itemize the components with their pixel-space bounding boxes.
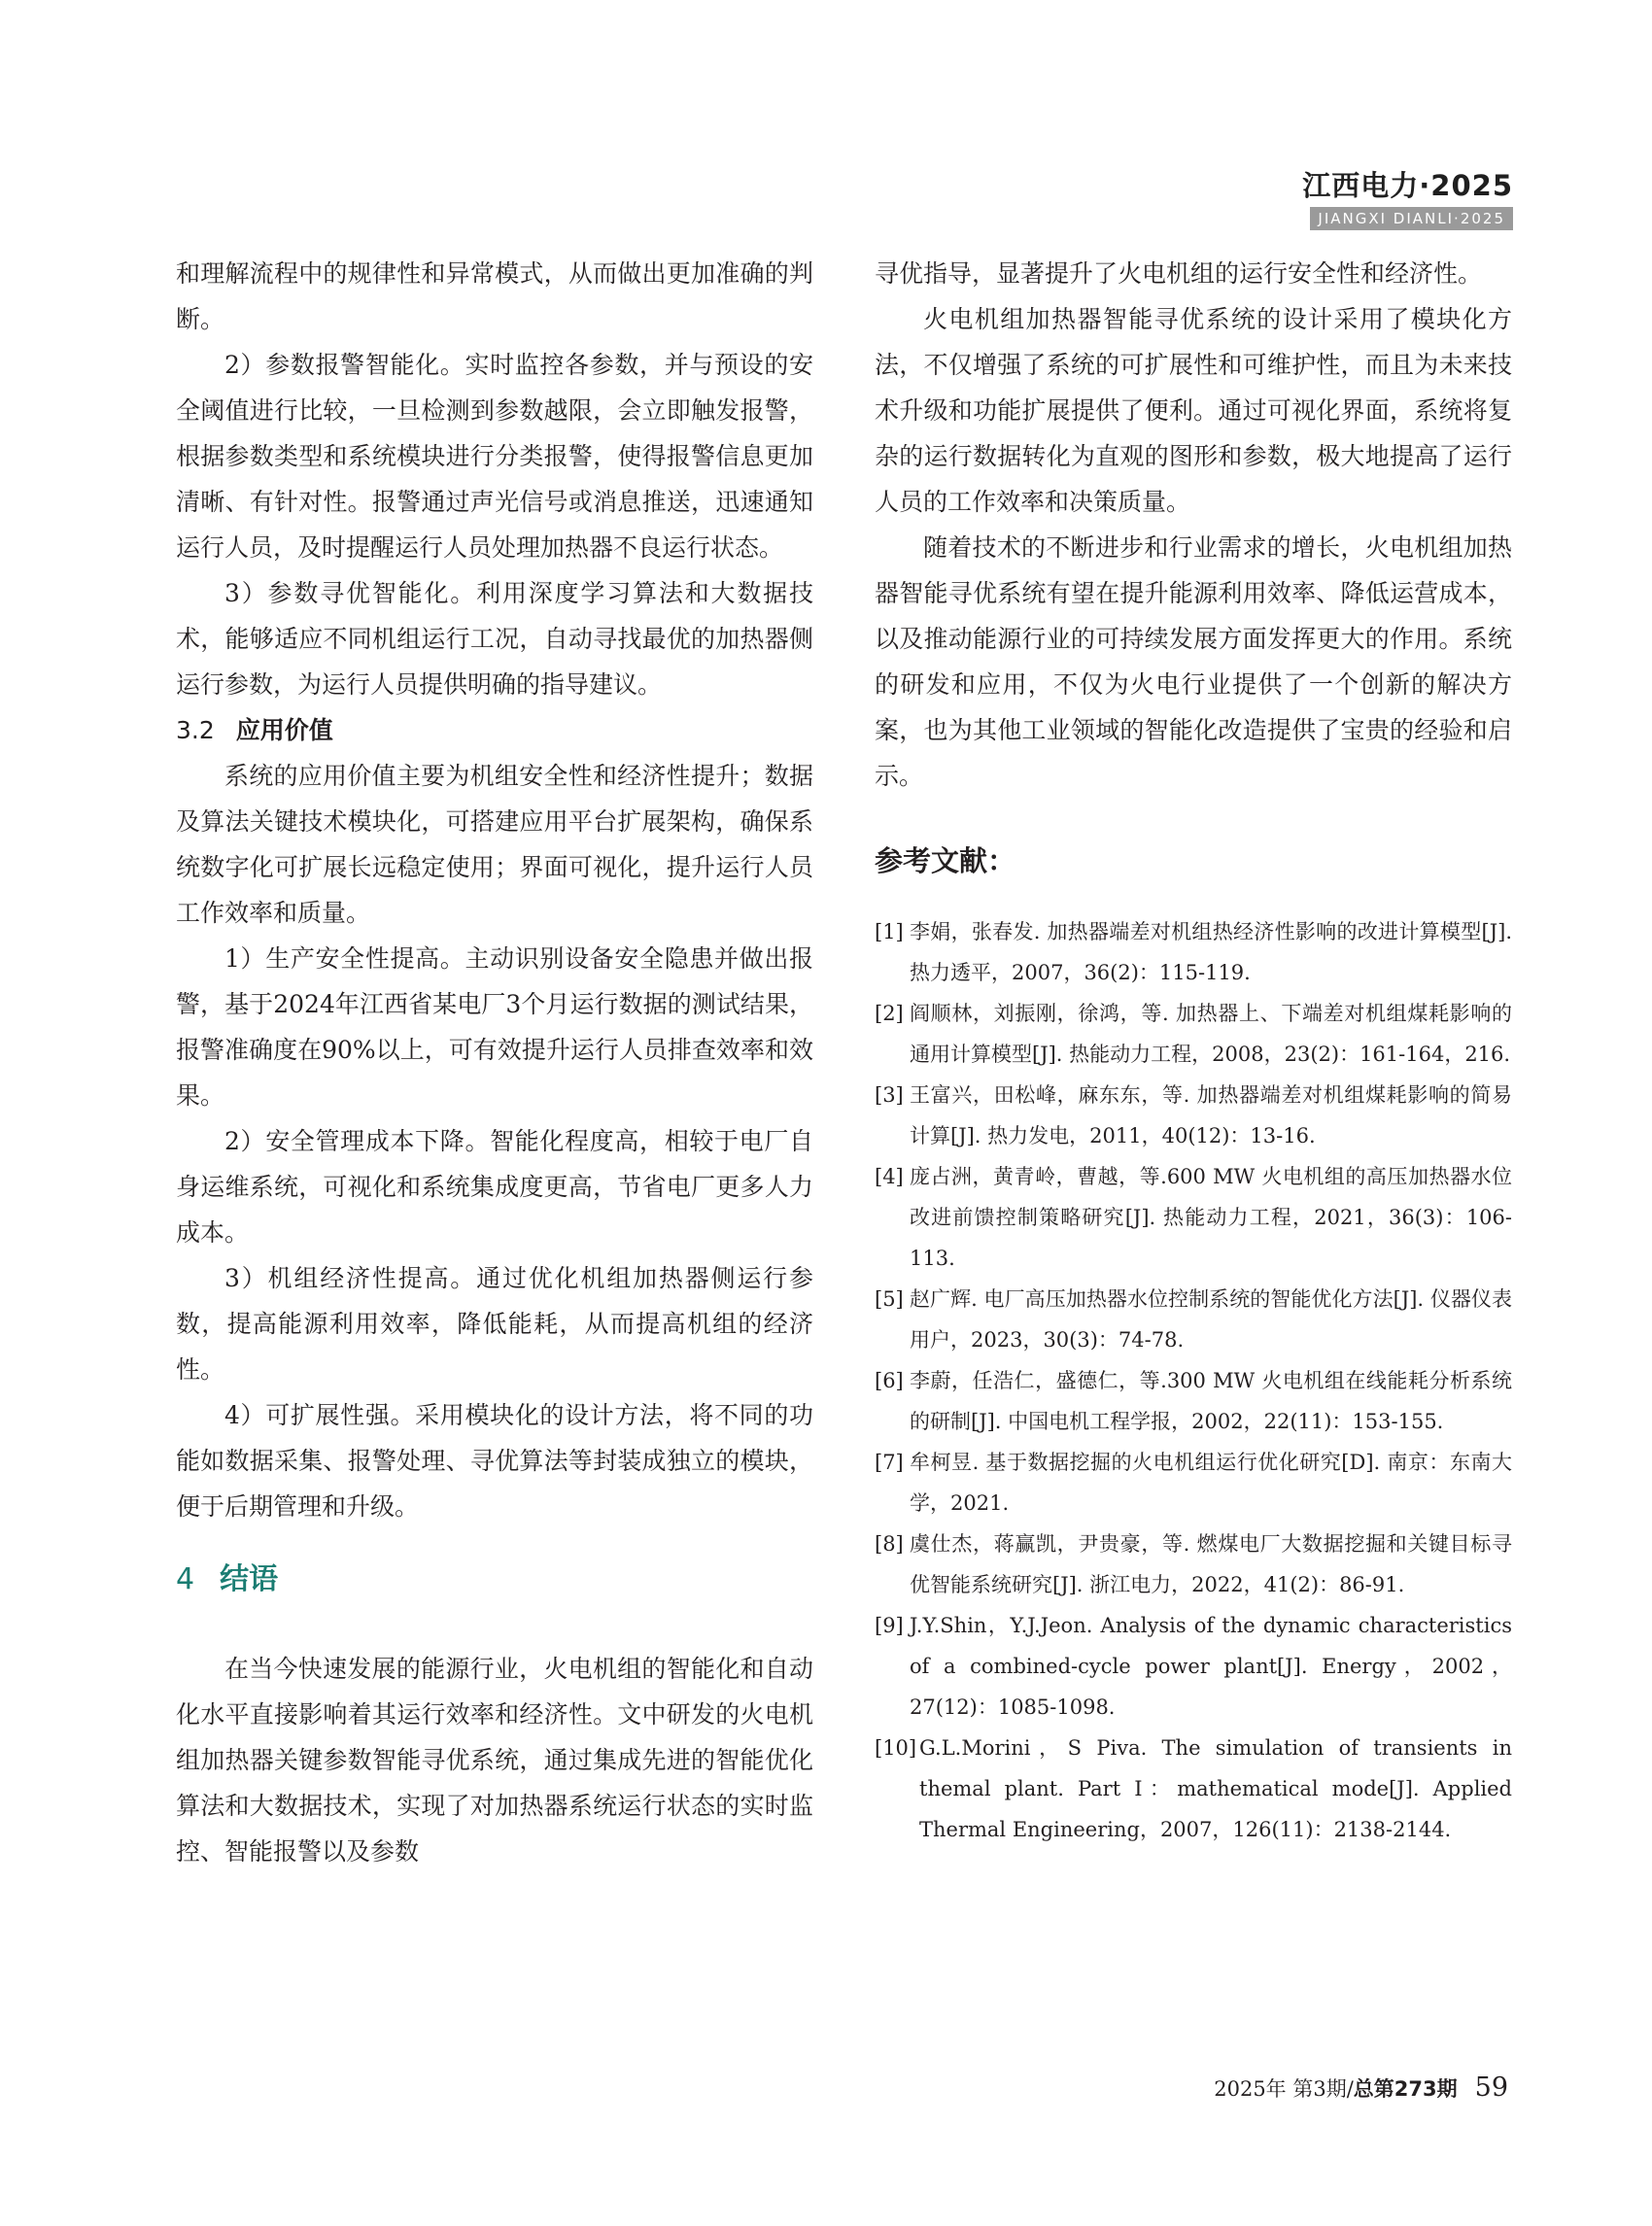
reference-text: 阎顺林，刘振刚，徐鸿，等. 加热器上、下端差对机组煤耗影响的通用计算模型[J]. 热能动力工程，2008，23(2)：161-164，216. bbox=[910, 1002, 1512, 1066]
issue-info: 2025年 第3期/ bbox=[1214, 2077, 1354, 2101]
paragraph: 火电机组加热器智能寻优系统的设计采用了模块化方法，不仅增强了系统的可扩展性和可维护性，而且为未来技术升级和功能扩展提供了便利。通过可视化界面，系统将复杂的运行数据转化为直观的图形和参数，极大地提高了运行人员的工作效率和决策质量。 bbox=[875, 305, 1512, 516]
reference-number: [1] bbox=[875, 920, 904, 943]
reference-number: [7] bbox=[875, 1451, 904, 1474]
reference-number: [6] bbox=[875, 1369, 904, 1392]
reference-text: 赵广辉. 电厂高压加热器水位控制系统的智能优化方法[J]. 仪器仪表用户，2023，30(3)：74-78. bbox=[910, 1287, 1512, 1352]
reference-number: [10] bbox=[875, 1736, 917, 1760]
section-heading-3-2 bbox=[176, 707, 813, 753]
paragraph: 1）生产安全性提高。主动识别设备安全隐患并做出报警，基于2024年江西省某电厂3个月运行数据的测试结果，报警准确度在90%以上，可有效提升运行人员排查效率和效果。 bbox=[176, 944, 813, 1110]
paragraph: 3）参数寻优智能化。利用深度学习算法和大数据技术，能够适应不同机组运行工况，自动寻找最优的加热器侧运行参数，为运行人员提供明确的指导建议。 bbox=[176, 579, 813, 699]
reference-text: 王富兴，田松峰，麻东东，等. 加热器端差对机组煤耗影响的简易计算[J]. 热力发电，2011，40(12)：13-16. bbox=[910, 1083, 1512, 1147]
left-column bbox=[176, 251, 813, 1874]
journal-masthead bbox=[1302, 168, 1513, 230]
paragraph: 系统的应用价值主要为机组安全性和经济性提升；数据及算法关键技术模块化，可搭建应用平台扩展架构，确保系统数字化可扩展长远稳定使用；界面可视化，提升运行人员工作效率和质量。 bbox=[176, 762, 813, 927]
reference-number: [4] bbox=[875, 1165, 904, 1188]
reference-item bbox=[875, 1442, 1512, 1524]
reference-number: [3] bbox=[875, 1083, 904, 1107]
reference-item bbox=[875, 1605, 1512, 1728]
paragraph: 寻优指导，显著提升了火电机组的运行安全性和经济性。 bbox=[875, 259, 1483, 288]
reference-item bbox=[875, 1156, 1512, 1279]
page-number: 59 bbox=[1474, 2072, 1508, 2103]
reference-number: [8] bbox=[875, 1532, 904, 1556]
journal-subtitle: JIANGXI DIANLI·2025 bbox=[1310, 207, 1513, 230]
reference-text: 虞仕杰，蒋赢凯，尹贵豪，等. 燃煤电厂大数据挖掘和关键目标寻优智能系统研究[J]. 浙江电力，2022，41(2)：86-91. bbox=[910, 1532, 1512, 1596]
reference-text: 牟柯昱. 基于数据挖掘的火电机组运行优化研究[D]. 南京：东南大学，2021. bbox=[910, 1451, 1512, 1515]
reference-text: G.L.Morini，S Piva. The simulation of transients in themal plant. Part I：mathematical mode[J]. Applied Thermal Engineering，2007，126(11)：2138-2144. bbox=[919, 1736, 1512, 1841]
reference-number: [5] bbox=[875, 1287, 904, 1311]
reference-item bbox=[875, 1075, 1512, 1156]
paragraph: 2）安全管理成本下降。智能化程度高，相较于电厂自身运维系统，可视化和系统集成度更高，节省电厂更多人力成本。 bbox=[176, 1127, 813, 1247]
section-title: 应用价值 bbox=[235, 716, 333, 744]
reference-item bbox=[875, 911, 1512, 993]
reference-text: J.Y.Shin，Y.J.Jeon. Analysis of the dynamic characteristics of a combined-cycle power plant[J]. Energy，2002，27(12)：1085-1098. bbox=[910, 1614, 1512, 1719]
journal-title: 江西电力·2025 bbox=[1302, 169, 1513, 202]
reference-item bbox=[875, 1279, 1512, 1360]
section-number: 3.2 bbox=[176, 716, 215, 744]
paragraph: 3）机组经济性提高。通过优化机组加热器侧运行参数，提高能源利用效率，降低能耗，从而提高机组的经济性。 bbox=[176, 1264, 813, 1384]
paragraph: 和理解流程中的规律性和异常模式，从而做出更加准确的判断。 bbox=[176, 259, 813, 333]
reference-text: 庞占洲，黄青岭，曹越，等.600 MW 火电机组的高压加热器水位改进前馈控制策略研究[J]. 热能动力工程，2021，36(3)：106-113. bbox=[910, 1165, 1512, 1270]
references-heading: 参考文献： bbox=[875, 844, 1016, 877]
paragraph: 在当今快速发展的能源行业，火电机组的智能化和自动化水平直接影响着其运行效率和经济性。文中研发的火电机组加热器关键参数智能寻优系统，通过集成先进的智能优化算法和大数据技术，实现了对加热器系统运行状态的实时监控、智能报警以及参数 bbox=[176, 1655, 813, 1866]
section-heading-4 bbox=[176, 1551, 813, 1609]
reference-number: [2] bbox=[875, 1002, 904, 1025]
section-title: 结语 bbox=[220, 1562, 279, 1596]
reference-text: 李蔚，任浩仁，盛德仁，等.300 MW 火电机组在线能耗分析系统的研制[J]. 中国电机工程学报，2002，22(11)：153-155. bbox=[910, 1369, 1512, 1433]
total-issue: 总第273期 bbox=[1353, 2077, 1458, 2101]
reference-item bbox=[875, 993, 1512, 1075]
right-column bbox=[875, 251, 1512, 1850]
reference-number: [9] bbox=[875, 1614, 904, 1637]
reference-item bbox=[875, 1728, 1512, 1850]
reference-item bbox=[875, 1360, 1512, 1442]
paragraph: 2）参数报警智能化。实时监控各参数，并与预设的安全阈值进行比较，一旦检测到参数越限，会立即触发报警，根据参数类型和系统模块进行分类报警，使得报警信息更加清晰、有针对性。报警通过声光信号或消息推送，迅速通知运行人员，及时提醒运行人员处理加热器不良运行状态。 bbox=[176, 351, 813, 562]
paragraph: 随着技术的不断进步和行业需求的增长，火电机组加热器智能寻优系统有望在提升能源利用效率、降低运营成本，以及推动能源行业的可持续发展方面发挥更大的作用。系统的研发和应用，不仅为火电行业提供了一个创新的解决方案，也为其他工业领域的智能化改造提供了宝贵的经验和启示。 bbox=[875, 533, 1512, 790]
paragraph: 4）可扩展性强。采用模块化的设计方法，将不同的功能如数据采集、报警处理、寻优算法等封装成独立的模块，便于后期管理和升级。 bbox=[176, 1401, 813, 1521]
reference-item bbox=[875, 1524, 1512, 1605]
reference-text: 李娟，张春发. 加热器端差对机组热经济性影响的改进计算模型[J]. 热力透平，2007，36(2)：115-119. bbox=[910, 920, 1512, 984]
section-number: 4 bbox=[176, 1562, 195, 1596]
page-footer bbox=[1214, 2073, 1508, 2104]
